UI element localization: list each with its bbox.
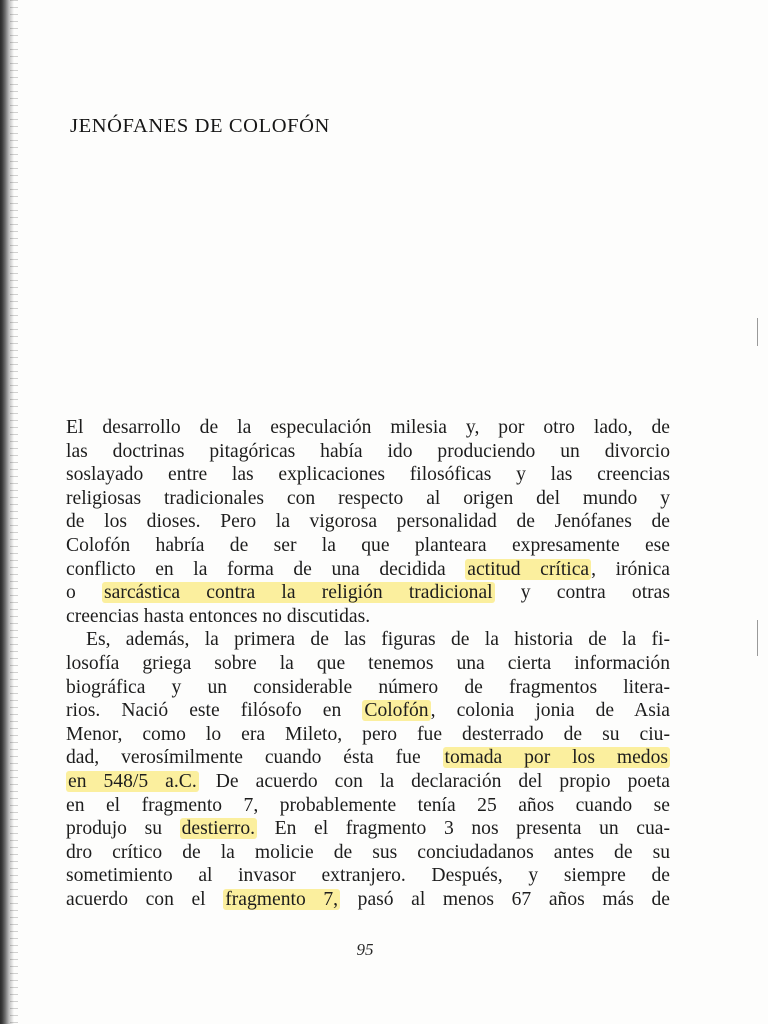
text-segment: , irónica <box>591 558 670 580</box>
highlighted-phrase: tomada por los medos <box>444 747 668 769</box>
highlighted-phrase: destierro. <box>181 818 256 840</box>
text-segment: acuerdo con el <box>66 888 224 910</box>
text-line: Colofón habría de ser la que planteara expresamente ese <box>66 534 670 556</box>
text-line <box>66 888 670 912</box>
highlighted-phrase: fragmento 7, <box>225 888 339 910</box>
text-line: sometimiento al invasor extranjero. Después, y siempre de <box>66 865 670 887</box>
text-segment: dad, verosímilmente cuando ésta fue <box>66 747 443 769</box>
text-line <box>66 817 670 841</box>
text-line: creencias hasta entonces no discutidas. <box>66 605 371 627</box>
text-line: El desarrollo de la especulación milesia y, por otro lado, de <box>66 417 670 438</box>
chapter-title: JENÓFANES DE COLOFÓN <box>70 115 330 137</box>
text-line <box>66 770 670 794</box>
text-segment: En el fragmento 3 nos presenta un cua- <box>257 818 671 840</box>
text-line <box>66 699 670 723</box>
edge-mark <box>757 620 758 656</box>
text-line <box>66 558 670 582</box>
text-line: Es, además, la primera de las figuras de la historia de la fi- <box>86 629 670 651</box>
text-segment: conflicto en la forma de una decidida <box>66 558 466 580</box>
text-line: las doctrinas pitagóricas había ido produciendo un divorcio <box>66 440 670 462</box>
text-line: en el fragmento 7, probablemente tenía 25 años cuando se <box>66 794 670 816</box>
text-segment: y contra otras <box>494 582 670 604</box>
text-line: biográfica y un considerable número de fragmentos litera- <box>66 676 670 698</box>
text-segment: rios. Nació este filósofo en <box>66 700 363 722</box>
highlighted-phrase: Colofón <box>364 700 429 722</box>
text-segment: produjo su <box>66 818 180 840</box>
text-line: dro crítico de la molicie de sus conciudadanos antes de su <box>66 841 670 863</box>
highlighted-phrase: sarcástica contra la religión tradicional <box>103 582 493 604</box>
text-line: Menor, como lo era Mileto, pero fue desterrado de su ciu- <box>66 723 670 745</box>
text-line: de los dioses. Pero la vigorosa personalidad de Jenófanes de <box>66 511 670 533</box>
text-segment: De acuerdo con la declaración del propio poeta <box>198 770 671 792</box>
page-number: 95 <box>356 940 374 959</box>
edge-mark <box>757 318 758 346</box>
text-line: religiosas tradicionales con respecto al origen del mundo y <box>66 487 670 509</box>
highlighted-phrase: actitud crítica <box>467 558 590 580</box>
text-line <box>66 746 670 770</box>
text-segment: , colonia jonia de Asia <box>430 700 670 722</box>
highlighted-phrase: en 548/5 a.C. <box>68 770 197 792</box>
binding-speckle <box>10 0 18 1024</box>
text-line: losofía griega sobre la que tenemos una cierta información <box>66 652 670 674</box>
text-line <box>66 581 670 605</box>
text-segment: pasó al menos 67 años más de <box>340 888 670 910</box>
text-line: soslayado entre las explicaciones filosóficas y las creencias <box>66 464 670 486</box>
text-segment: o <box>66 582 102 604</box>
body-text <box>66 416 670 911</box>
